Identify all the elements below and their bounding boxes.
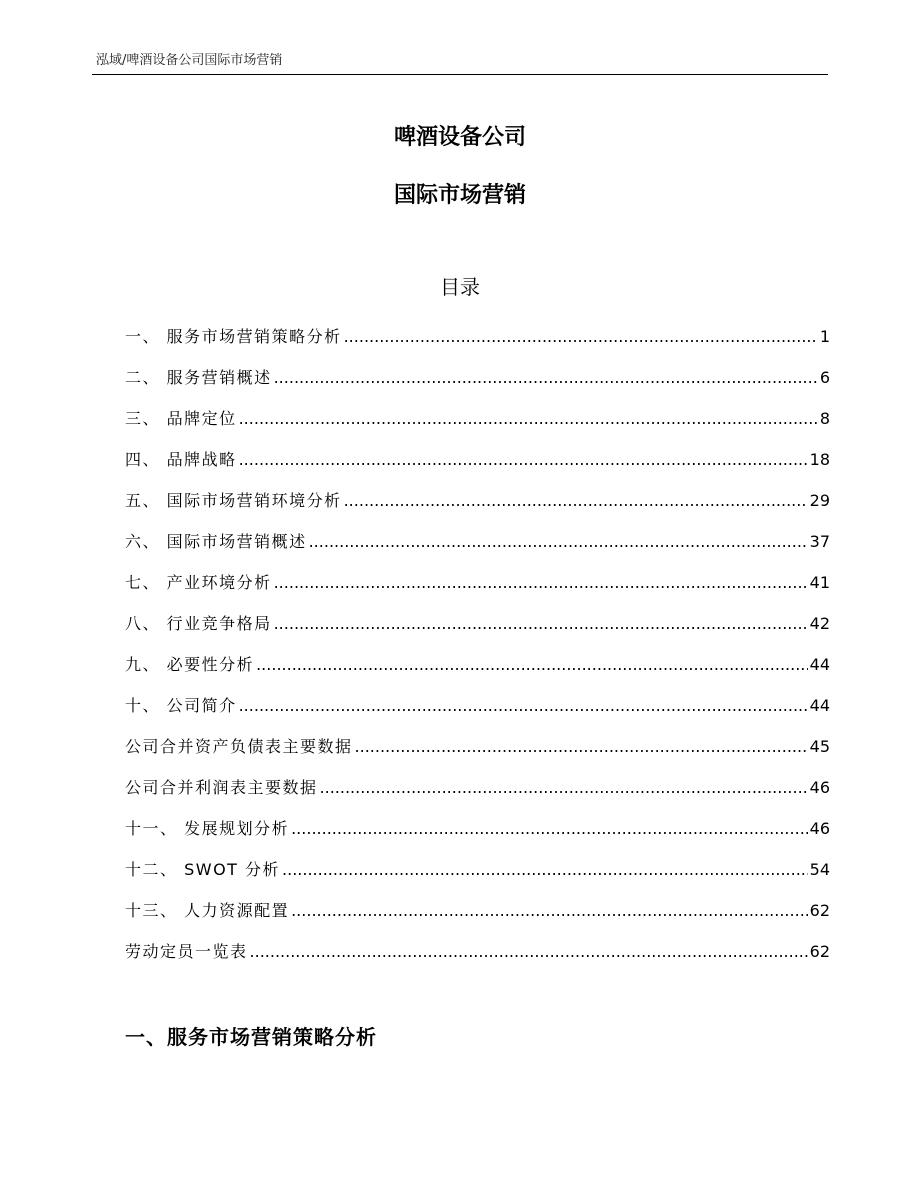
toc-entry-page: 41 [809, 573, 830, 592]
toc-dot-leader [309, 525, 808, 559]
toc-entry-label: 七、 产业环境分析 [125, 573, 272, 592]
toc-entry-label: 四、 品牌战略 [125, 450, 237, 469]
toc-dot-leader [274, 566, 808, 600]
toc-entry-page: 44 [809, 696, 830, 715]
toc-entry-label: 六、 国际市场营销概述 [125, 532, 307, 551]
toc-entry-page: 54 [809, 860, 830, 879]
toc-entry-label: 十、 公司简介 [125, 696, 237, 715]
toc-entry[interactable] [125, 443, 830, 484]
toc-entry[interactable] [125, 320, 830, 361]
toc-dot-leader [320, 771, 808, 805]
toc-entry-page: 44 [809, 655, 830, 674]
toc-dot-leader [239, 689, 808, 723]
toc-dot-leader [250, 935, 808, 969]
toc-entry-page: 1 [819, 327, 830, 346]
toc-entry-page: 42 [809, 614, 830, 633]
toc-entry[interactable] [125, 525, 830, 566]
toc-dot-leader [282, 853, 808, 887]
section-heading: 一、服务市场营销策略分析 [125, 1025, 377, 1049]
toc-entry[interactable] [125, 361, 830, 402]
toc-entry-page: 37 [809, 532, 830, 551]
toc-entry-label: 八、 行业竞争格局 [125, 614, 272, 633]
toc-entry-page: 29 [809, 491, 830, 510]
toc-dot-leader [344, 484, 808, 518]
toc-entry[interactable] [125, 853, 830, 894]
toc-entry-page: 8 [819, 409, 830, 428]
header-divider [92, 74, 828, 75]
toc-entry-page: 18 [809, 450, 830, 469]
toc-dot-leader [256, 648, 808, 682]
toc-entry[interactable] [125, 894, 830, 935]
toc-entry[interactable] [125, 689, 830, 730]
toc-entry-label: 劳动定员一览表 [125, 942, 248, 961]
toc-entry-label: 九、 必要性分析 [125, 655, 255, 674]
toc-entry[interactable] [125, 402, 830, 443]
toc-dot-leader [355, 730, 808, 764]
toc-entry[interactable] [125, 484, 830, 525]
toc-entry[interactable] [125, 935, 830, 976]
toc-dot-leader [274, 607, 808, 641]
toc-entry-label: 二、 服务营销概述 [125, 368, 272, 387]
toc-entry-label: 一、 服务市场营销策略分析 [125, 327, 342, 346]
toc-entry-page: 46 [809, 778, 830, 797]
toc-dot-leader [291, 812, 808, 846]
document-title-subject: 国际市场营销 [393, 183, 526, 208]
toc-entry-label: 公司合并利润表主要数据 [125, 778, 318, 797]
toc-entry[interactable] [125, 648, 830, 689]
toc-dot-leader [274, 361, 818, 395]
running-header: 泓域/啤酒设备公司国际市场营销 [96, 53, 283, 68]
toc-entry[interactable] [125, 607, 830, 648]
table-of-contents [125, 320, 830, 976]
toc-entry-page: 45 [809, 737, 830, 756]
toc-dot-leader [291, 894, 808, 928]
toc-entry-label: 十二、 SWOT 分析 [125, 860, 281, 879]
toc-dot-leader [344, 320, 818, 354]
toc-entry-page: 6 [819, 368, 830, 387]
toc-entry-label: 五、 国际市场营销环境分析 [125, 491, 342, 510]
toc-entry-page: 62 [809, 942, 830, 961]
document-title-company: 啤酒设备公司 [393, 125, 526, 150]
toc-entry[interactable] [125, 730, 830, 771]
toc-entry-label: 三、 品牌定位 [125, 409, 237, 428]
toc-entry-page: 62 [809, 901, 830, 920]
toc-entry-label: 十三、 人力资源配置 [125, 901, 290, 920]
toc-entry-page: 46 [809, 819, 830, 838]
toc-entry[interactable] [125, 771, 830, 812]
toc-entry[interactable] [125, 566, 830, 607]
toc-entry[interactable] [125, 812, 830, 853]
toc-heading: 目录 [440, 275, 480, 299]
toc-dot-leader [239, 443, 808, 477]
toc-entry-label: 十一、 发展规划分析 [125, 819, 290, 838]
toc-dot-leader [239, 402, 818, 436]
toc-entry-label: 公司合并资产负债表主要数据 [125, 737, 353, 756]
